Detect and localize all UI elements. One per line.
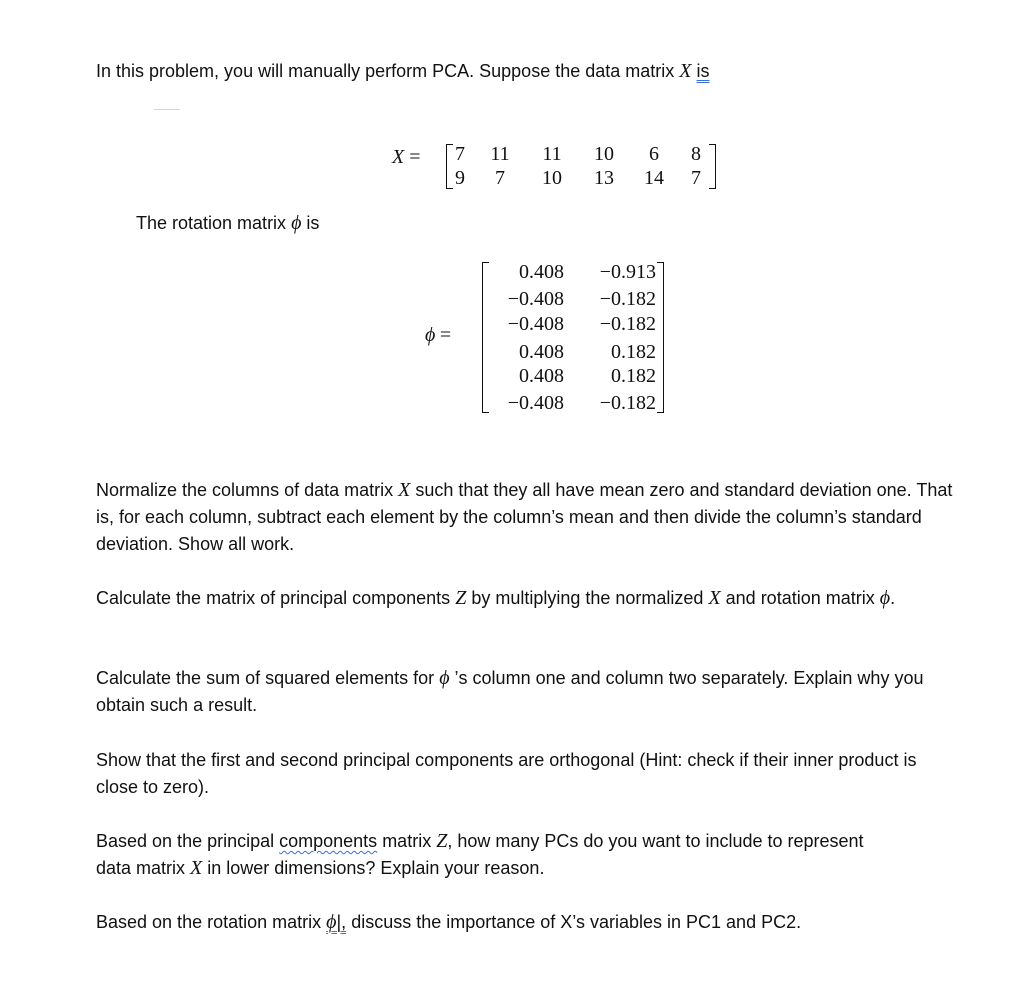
x-cell: 7 bbox=[455, 143, 465, 165]
intro-line bbox=[96, 58, 710, 85]
phi-equals: = bbox=[439, 324, 452, 346]
q6-text-b: discuss the importance of X’s variables in PC1 and PC2. bbox=[351, 912, 802, 932]
x-cell: 8 bbox=[691, 143, 701, 165]
q1-var-x: X bbox=[398, 479, 411, 501]
x-cell: 9 bbox=[455, 167, 465, 189]
rotation-intro-line bbox=[136, 210, 319, 237]
text-cursor: | bbox=[336, 912, 342, 932]
phi-cell: −0.408 bbox=[507, 288, 564, 310]
q2-var-phi: ϕ bbox=[879, 587, 891, 609]
x-cell: 13 bbox=[594, 167, 614, 189]
x-label-var: X bbox=[392, 146, 405, 168]
phi-cell: 0.182 bbox=[611, 365, 656, 387]
q5-var-x: X bbox=[190, 857, 203, 879]
phi-cell: −0.182 bbox=[599, 288, 656, 310]
rotation-intro-text: The rotation matrix bbox=[136, 213, 292, 233]
x-matrix-label bbox=[392, 146, 421, 169]
q4-text: Show that the first and second principal components are orthogonal (Hint: check if their inner product is close to zero). bbox=[96, 750, 917, 797]
phi-bracket-right bbox=[657, 262, 664, 413]
q1-text-b: such that they all have mean zero and standard deviation one. That is, for each column, subtract each element by the column’s mean and then divide the column’s standard deviation. Show all work. bbox=[96, 480, 953, 554]
phi-cell: −0.408 bbox=[507, 392, 564, 414]
q2-text-c: and rotation matrix bbox=[720, 588, 880, 608]
x-cell: 11 bbox=[490, 143, 510, 165]
q2-var-x: X bbox=[708, 587, 721, 609]
phi-cell: −0.913 bbox=[599, 261, 656, 283]
intro-tail: is bbox=[696, 61, 710, 81]
faint-line-decoration bbox=[154, 109, 180, 110]
question-variable-importance bbox=[96, 909, 956, 936]
q5-var-z: Z bbox=[436, 830, 448, 852]
x-cell: 10 bbox=[542, 167, 562, 189]
phi-label-var: ϕ bbox=[425, 324, 436, 346]
q5-text-d: in lower dimensions? Explain your reason. bbox=[202, 858, 545, 878]
x-cell: 11 bbox=[542, 143, 562, 165]
q2-text-a: Calculate the matrix of principal components bbox=[96, 588, 456, 608]
rotation-intro-var: ϕ bbox=[291, 212, 302, 234]
phi-cell: −0.182 bbox=[599, 392, 656, 414]
phi-cell: 0.408 bbox=[519, 261, 564, 283]
x-matrix bbox=[446, 141, 716, 191]
x-cell: 14 bbox=[644, 167, 664, 189]
rotation-intro-tail: is bbox=[301, 213, 320, 233]
question-sum-squared bbox=[96, 665, 956, 719]
q6-underlined-phi bbox=[326, 912, 346, 932]
q5-text-b: matrix bbox=[377, 831, 437, 851]
q3-text-a: Calculate the sum of squared elements for bbox=[96, 668, 440, 688]
phi-cell: −0.182 bbox=[599, 313, 656, 335]
q2-var-z: Z bbox=[455, 587, 467, 609]
q5-text-a: Based on the principal bbox=[96, 831, 280, 851]
q6-text-a: Based on the rotation matrix bbox=[96, 912, 327, 932]
phi-matrix bbox=[482, 258, 664, 416]
q6-var-phi: ϕ bbox=[326, 911, 337, 933]
question-how-many-pcs bbox=[96, 828, 896, 882]
intro-var-x: X bbox=[679, 60, 692, 82]
q1-text-a: Normalize the columns of data matrix bbox=[96, 480, 399, 500]
q3-text-b: ’s column one and column two separately. Explain why you obtain such a result. bbox=[96, 668, 924, 715]
question-principal-components bbox=[96, 585, 946, 612]
q5-underlined-word: components bbox=[279, 831, 378, 851]
question-orthogonal bbox=[96, 747, 956, 801]
phi-cell: 0.408 bbox=[519, 365, 564, 387]
q5-text-c: , how many PCs do you want to include to represent data matrix bbox=[96, 831, 864, 878]
x-cell: 7 bbox=[691, 167, 701, 189]
x-cell: 10 bbox=[594, 143, 614, 165]
x-cell: 7 bbox=[495, 167, 505, 189]
x-equals: = bbox=[409, 146, 421, 168]
question-normalize bbox=[96, 477, 956, 558]
phi-cell: −0.408 bbox=[507, 313, 564, 335]
q3-var-phi: ϕ bbox=[439, 667, 450, 689]
intro-text: In this problem, you will manually perform PCA. Suppose the data matrix bbox=[96, 61, 680, 81]
phi-cell: 0.408 bbox=[519, 341, 564, 363]
phi-matrix-label bbox=[425, 324, 451, 347]
q2-text-b: by multiplying the normalized bbox=[466, 588, 709, 608]
q2-text-d: . bbox=[890, 588, 896, 608]
q6-punct: , bbox=[341, 912, 347, 932]
x-cell: 6 bbox=[649, 143, 659, 165]
phi-cell: 0.182 bbox=[611, 341, 656, 363]
